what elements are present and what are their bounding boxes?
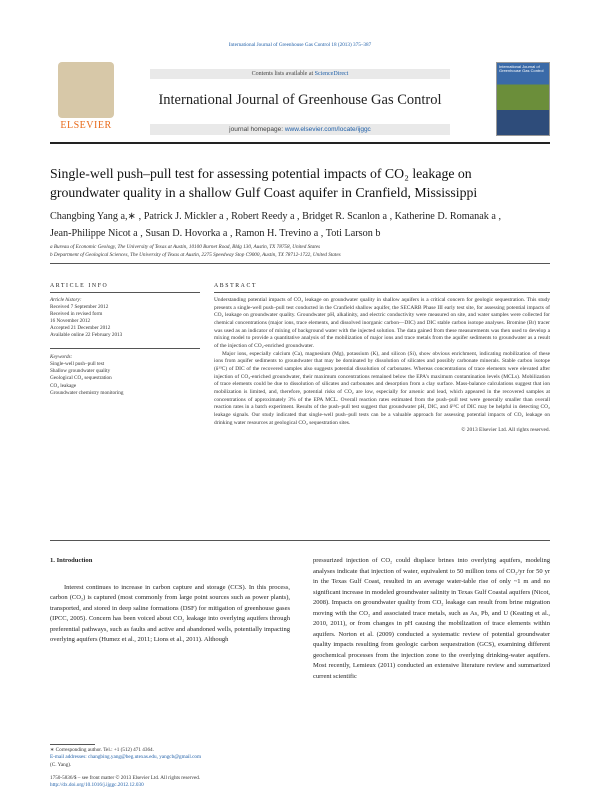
history-label: Article history: xyxy=(50,297,82,303)
author-list xyxy=(50,208,560,242)
journal-title: International Journal of Greenhouse Gas Control xyxy=(158,92,442,108)
title-line-1: Single-well push–pull test for assessing potential impacts of CO₂ leakage on xyxy=(50,166,472,181)
body-right-column xyxy=(313,556,550,682)
footnotes xyxy=(50,747,290,769)
keywords-label: Keywords: xyxy=(50,354,73,361)
authors-line-2: Jean-Philippe Nicot a , Susan D. Hovorka a , Ramon H. Trevino a , Toti Larson b xyxy=(50,228,381,239)
article-info-heading: ARTICLE INFO xyxy=(50,283,109,289)
abstract-rule xyxy=(214,292,550,293)
info-separator xyxy=(50,348,200,349)
homepage-prefix: journal homepage: xyxy=(229,126,285,133)
elsevier-logo xyxy=(52,62,120,134)
affiliation-b: b Department of Geological Sciences, The University of Texas at Austin, 2275 Speedway Stop C9000, Austin, TX 78712-1722, United States xyxy=(50,252,341,258)
publisher-name: ELSEVIER xyxy=(60,120,112,131)
intro-paragraph-right: pressurized injection of CO₂ could displace brines into overlying aquifers, modeling analyses indicate that injection of water, equivalent to 50 million tons of CO₂/yr for 50 yr in the Texas Gulf Coast, resulted in an average water-table rise of only ~1 m and no significant increase in modeled groundwater salinity in Texas Gulf Coastal aquifers (Nicot, 2008). Impacts on groundwater quality from CO₂ leakage can result from brine migration moving with the CO₂ and associated trace metals, such as As, Pb, and U (Keating et al., 2010, 2011), or from changes in pH causing the mobilization of trace elements within aquifers. Norton et al. (2009) conducted a systematic review of potential groundwater quality impacts resulting from geologic carbon sequestration (GCS), examining different geochemical processes from the injection zone to the overlying drinking-water aquifers. Most recently, Lemieux (2011) conducted an extensive literature review and summarized current scientific xyxy=(313,557,550,680)
history-item: Received in revised form xyxy=(50,311,103,318)
email-addresses xyxy=(50,754,290,761)
issn-block xyxy=(50,775,290,790)
homepage-bar xyxy=(150,124,450,135)
affiliation-divider xyxy=(50,263,550,264)
keyword-item: CO₂ leakage xyxy=(50,382,77,389)
copyright-notice: © 2013 Elsevier Ltd. All rights reserved. xyxy=(461,427,550,434)
email-links[interactable]: E-mail addresses: changbing.yang@beg.utexas.edu, yangcb@gmail.com xyxy=(50,754,202,761)
article-title xyxy=(50,164,550,202)
article-info-rule xyxy=(50,292,200,293)
history-item: 16 November 2012 xyxy=(50,318,91,325)
abstract-body xyxy=(214,297,550,435)
cover-title: International Journal of Greenhouse Gas Control xyxy=(499,64,544,74)
intro-paragraph-left: Interest continues to increase in carbon capture and storage (CCS). In this process, carbon (CO₂) is captured (most commonly from large point sources such as power plants), transported, and stored in deep saline formations (DSF) for mitigation of greenhouse gases (IPCC, 2005). Concern has been voiced about CO₂ leakage into overlying aquifers through preferential pathways, such as faults and active and abandoned wells, potentially impacting overlying aquifers (Humez et al., 2011; Lions et al., 2011). Although xyxy=(50,583,290,643)
abstract-paragraph-1: Understanding potential impacts of CO₂ leakage on groundwater quality in shallow aquifers is a critical concern for geologic sequestration. This study presents a single-well push–pull test conducted in the Cranfield shallow aquifer, the SECARB Phase III early test site, for assessing potential impacts of CO₂ leakage on groundwater quality. Groundwater pH, alkalinity, and electric conductivity were measured on site, and water samples were collected for chemical concentrations (major ions, trace elements, and dissolved inorganic carbon—DIC) and DIC stable carbon isotope analyses. Bromine (Br) tracer was used as an indicator of mixing of background water with the injected solution. The data gained from these measurements was then used to develop a mixing model to provide a quantitative analysis of the mobilization of major ions and trace metals from the aquifer sediments to groundwater as a result of the injection of CO₂-enriched groundwater. xyxy=(214,297,550,349)
history-item: Received 7 September 2012 xyxy=(50,304,109,311)
abstract-bottom-rule xyxy=(50,540,550,541)
journal-citation[interactable]: International Journal of Greenhouse Gas Control 18 (2013) 375–387 xyxy=(228,42,372,48)
history-item: Available online 22 February 2013 xyxy=(50,332,123,339)
title-line-2: groundwater quality in a shallow Gulf Coast aquifer in Cranfield, Mississippi xyxy=(50,185,478,200)
keyword-item: Groundwater chemistry monitoring xyxy=(50,389,124,396)
abstract-heading: ABSTRACT xyxy=(214,283,258,289)
email-owner: (C. Yang). xyxy=(50,761,72,768)
keyword-item: Single-well push–pull test xyxy=(50,361,105,368)
keyword-item: Geological CO₂ sequestration xyxy=(50,375,112,382)
footnote-divider xyxy=(50,744,95,745)
contents-prefix: Contents lists available at xyxy=(251,71,315,77)
section-heading-introduction: 1. Introduction xyxy=(50,557,93,564)
header-divider xyxy=(50,142,550,144)
homepage-link[interactable]: www.elsevier.com/locate/ijggc xyxy=(284,126,371,133)
body-left-column xyxy=(50,556,290,646)
issn-line: 1750-5836/$ – see front matter © 2013 Elsevier Ltd. All rights reserved. xyxy=(50,775,201,781)
journal-cover-image xyxy=(496,62,550,136)
authors-line-1: Changbing Yang a,∗ , Patrick J. Mickler a , Robert Reedy a , Bridget R. Scanlon a , Katherine D. Romanak a , xyxy=(50,211,502,222)
sciencedirect-link[interactable]: ScienceDirect xyxy=(314,71,349,77)
contents-line xyxy=(150,69,450,79)
history-item: Accepted 21 December 2012 xyxy=(50,325,111,332)
elsevier-tree-icon xyxy=(58,62,114,118)
article-info-panel xyxy=(50,297,200,397)
affiliations xyxy=(50,243,550,259)
corresponding-author-note: ∗ Corresponding author. Tel.: +1 (512) 471 4364. xyxy=(50,747,154,753)
affiliation-a: a Bureau of Economic Geology, The University of Texas at Austin, 10100 Burnet Road, Bldg 130, Austin, TX 78758, United States xyxy=(50,244,321,250)
keyword-item: Shallow groundwater quality xyxy=(50,368,111,375)
abstract-paragraph-2: Major ions, especially calcium (Ca), magnesium (Mg), potassium (K), and silicon (Si), show obvious enrichment, indicating mobilization of these ions from aquifer sediments to groundwater that may be dominated by dissolution of silicates and possibly carbonate minerals. Stable carbon isotope (δ¹³C) of DIC of the recovered samples also suggests potential dissolution of carbonates. Whereas concentrations of trace elements were elevated after injection of CO₂-enriched groundwater, their maximum concentrations remained below the EPA's maximum contamination levels (MCLs). Mobilization of trace elements could be due to dissolution of silicates and carbonates and desorption from a clay surface. Mass-balance calculations suggest that ion mobilization is limited, and, therefore, potential risks of CO₂ are low, especially for arsenic and lead, which appeared in the recovered samples at concentrations of approximately 3% of the EPA MCL. Overall reaction rates estimated from the push–pull test were generally smaller than overall reaction rates in a batch experiment. Results of the push–pull test suggest that groundwater pH, DIC, and δ¹³C of DIC may be helpful in detecting CO₂ leakage signals. Our study indicated that single-well push–pull tests can be a valuable approach for assessing potential impacts of CO₂ leakage on drinking water resources at geological CO₂ sequestration sites. xyxy=(214,350,550,426)
doi-link[interactable]: http://dx.doi.org/10.1016/j.ijggc.2012.12.030 xyxy=(50,782,144,789)
